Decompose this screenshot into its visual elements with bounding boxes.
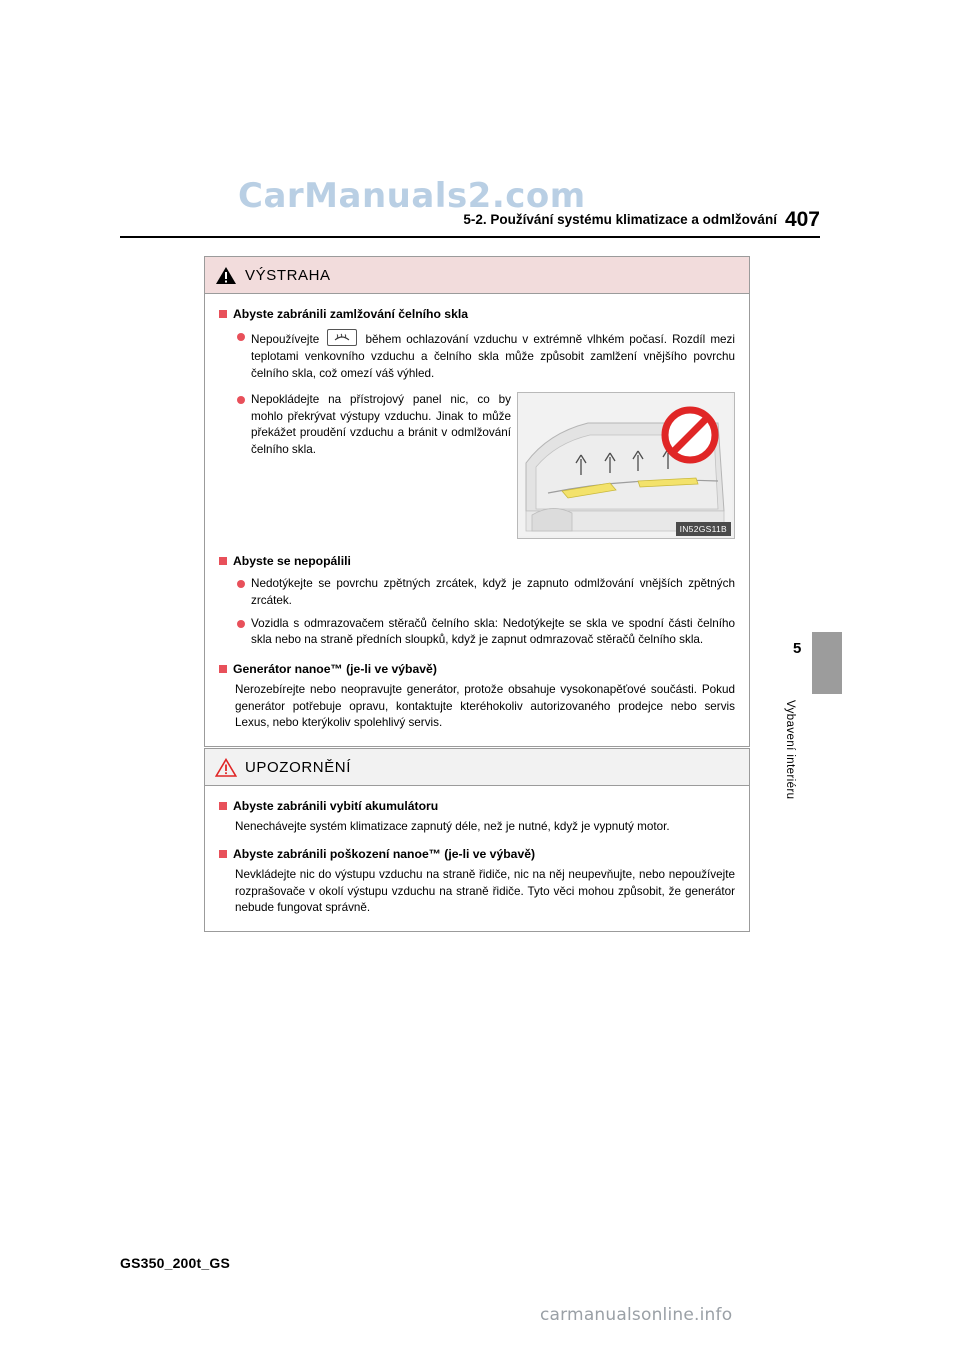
warning-bullet-text-with-button bbox=[251, 329, 735, 382]
warning-bullet-text-3: Nedotýkejte se povrchu zpětných zrcátek, když je zapnuto odmlžování vnějších zpětných zrcátek. bbox=[251, 577, 735, 608]
caution-title: UPOZORNĚNÍ bbox=[245, 758, 352, 776]
caution-box-header bbox=[205, 749, 749, 786]
warning-box-body bbox=[205, 294, 749, 746]
caution-box-body bbox=[205, 786, 749, 931]
square-bullet-icon bbox=[219, 802, 227, 810]
figure-code: IN52GS11B bbox=[676, 522, 731, 536]
caution-triangle-icon bbox=[215, 758, 237, 777]
chapter-number: 5 bbox=[793, 640, 802, 657]
caution-item-heading-row bbox=[219, 798, 735, 815]
warning-figure-block bbox=[219, 392, 735, 539]
warning-bullet-text-2: Nepokládejte na přístrojový panel nic, co by mohlo překrývat výstupy vzduchu. Jinak to může překážet proudění vzduchu a bránit v odmlžování čelního skla. bbox=[251, 393, 511, 456]
warning-box bbox=[204, 256, 750, 747]
caution-item-heading-row-2 bbox=[219, 846, 735, 863]
warning-bullet-row bbox=[237, 329, 735, 382]
footer-watermark: carmanualsonline.info bbox=[540, 1305, 733, 1325]
square-bullet-icon bbox=[219, 850, 227, 858]
warning-box-header bbox=[205, 257, 749, 294]
square-bullet-icon bbox=[219, 557, 227, 565]
bullet-text-part1: Nepoužívejte bbox=[251, 333, 320, 347]
round-bullet-icon bbox=[237, 396, 245, 404]
caution-item-heading-2: Abyste zabránili poškození nanoe™ (je-li ve výbavě) bbox=[233, 846, 536, 861]
warning-bullet-row-2 bbox=[237, 392, 511, 458]
site-watermark: CarManuals2.com bbox=[238, 176, 586, 216]
warning-triangle-icon bbox=[215, 266, 237, 285]
page-header bbox=[120, 208, 820, 232]
bullet-text-part2: během ochlazování vzduchu v extrémně vlhkém počasí. Rozdíl mezi teplotami venkovního vzduchu a čelního skla může způsobit zamlžení vnějšího povrchu čelního skla, což omezí váš výhled. bbox=[251, 333, 735, 380]
round-bullet-icon bbox=[237, 580, 245, 588]
caution-item-paragraph-2: Nevkládejte nic do výstupu vzduchu na straně řidiče, nic na něj neupevňujte, nebo nepoužívejte rozprašovače v okolí výstupu vzduchu na straně řidiče. Tyto věci mohou způsobit, že generátor nebude fungovat správně. bbox=[235, 868, 735, 915]
round-bullet-icon bbox=[237, 333, 245, 341]
warning-item-heading: Abyste zabránili zamlžování čelního skla bbox=[233, 307, 469, 321]
caution-box bbox=[204, 748, 750, 932]
square-bullet-icon bbox=[219, 665, 227, 673]
header-line bbox=[120, 208, 820, 232]
round-bullet-icon bbox=[237, 620, 245, 628]
section-title: 5-2. Používání systému klimatizace a odmlžování bbox=[463, 212, 777, 227]
page-number: 407 bbox=[784, 208, 820, 231]
warning-bullet-text-4: Vozidla s odmrazovačem stěračů čelního skla: Nedotýkejte se skla ve spodní části čelního skla nebo na straně předních sloupků, když je zapnut odmrazovač stěračů čelního skla. bbox=[251, 616, 735, 647]
warning-item-heading-3: Generátor nanoe™ (je-li ve výbavě) bbox=[233, 661, 437, 676]
dashboard-vents-illustration bbox=[517, 392, 735, 539]
chapter-tab bbox=[812, 632, 842, 694]
caution-item-heading: Abyste zabránili vybití akumulátoru bbox=[233, 799, 439, 813]
caution-item-paragraph: Nenechávejte systém klimatizace zapnutý déle, než je nutné, když je vypnutý motor. bbox=[235, 820, 670, 834]
warning-item-heading-2: Abyste se nepopálili bbox=[233, 554, 351, 569]
warning-bullet-row-3 bbox=[237, 576, 735, 609]
header-rule bbox=[120, 236, 820, 238]
chapter-label: Vybavení interiéru bbox=[784, 700, 796, 800]
warning-item-heading-row-3 bbox=[219, 661, 735, 678]
warning-title: VÝSTRAHA bbox=[245, 266, 331, 284]
document-code: GS350_200t_GS bbox=[120, 1255, 231, 1271]
warning-item-heading-row bbox=[219, 306, 735, 323]
warning-item-heading-row-2 bbox=[219, 553, 735, 570]
warning-bullet-row-4 bbox=[237, 616, 735, 649]
warning-item-paragraph-3: Nerozebírejte nebo neopravujte generátor, protože obsahuje vysokonapěťové součásti. Pokud generátor potřebuje opravu, kontaktujte kteréhokoliv autorizovaného prodejce nebo servis Lexus, nebo kterýkoliv spolehlivý servis. bbox=[235, 683, 735, 730]
defogger-button-icon bbox=[327, 329, 357, 346]
square-bullet-icon bbox=[219, 310, 227, 318]
